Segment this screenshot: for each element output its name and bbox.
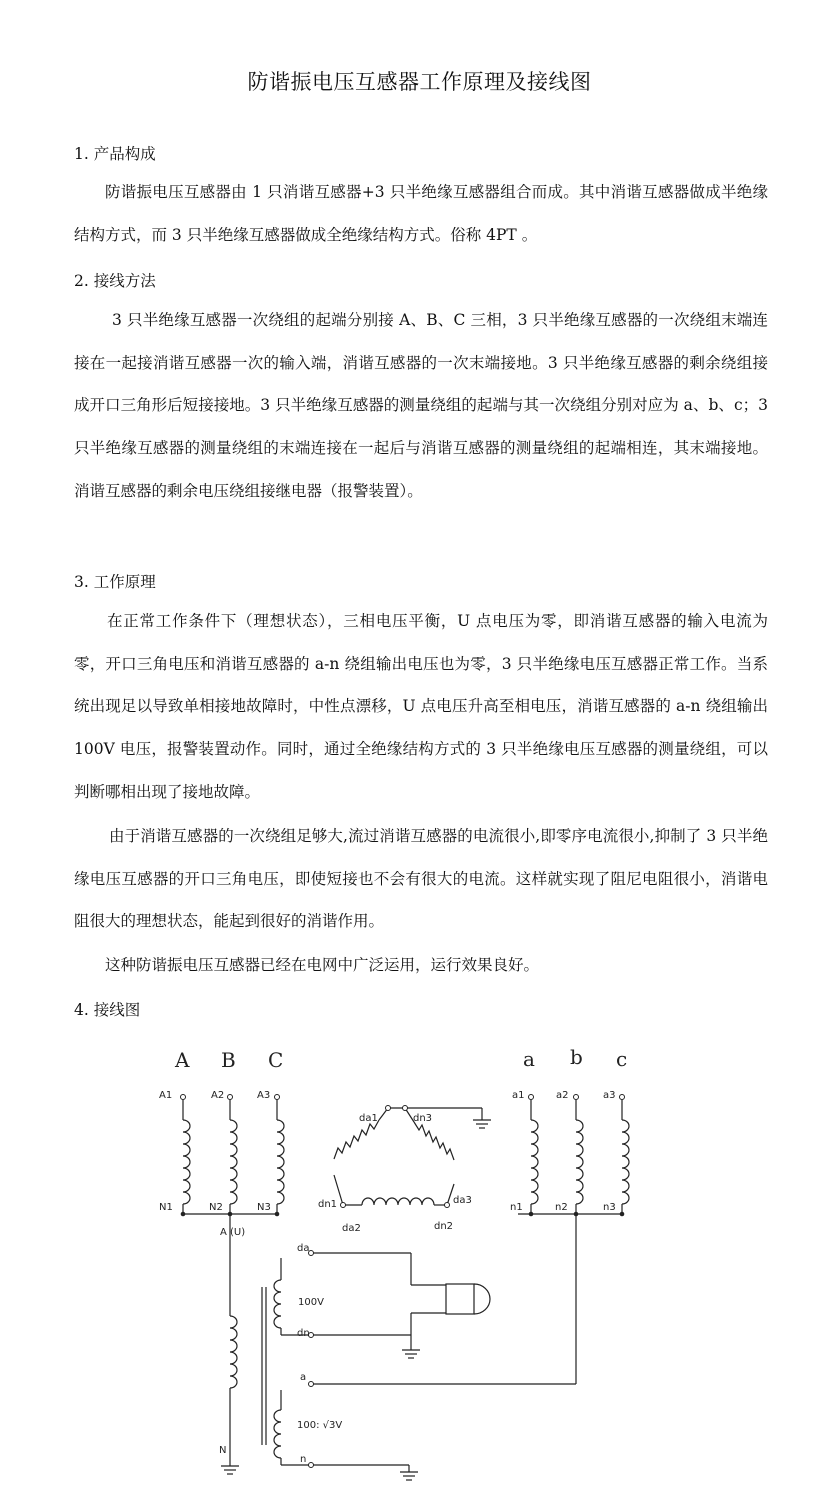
alarm-device-icon <box>446 1284 490 1314</box>
delta-label-da1: da1 <box>359 1113 378 1124</box>
terminal-A3: A3 <box>257 1090 271 1101</box>
voltage-100v-label: 100V <box>298 1297 324 1308</box>
phase-label-C: C <box>268 1048 284 1072</box>
section-heading-4: 4. 接线图 <box>74 1001 141 1019</box>
terminal-N3: N3 <box>257 1202 271 1213</box>
terminal-da: da <box>297 1243 310 1254</box>
terminal-A2: A2 <box>211 1090 225 1101</box>
paragraph-working-principle-3: 这种防谐振电压互感器已经在电网中广泛运用，运行效果良好。 <box>105 956 540 974</box>
terminal-A1: A1 <box>159 1090 173 1101</box>
terminal-n: n <box>300 1454 307 1465</box>
terminal-dn: dn <box>297 1328 310 1339</box>
delta-label-dn2: dn2 <box>434 1221 454 1232</box>
terminal-N2: N2 <box>209 1202 223 1213</box>
section-heading-2: 2. 接线方法 <box>74 272 156 290</box>
node-u-label: A (U) <box>220 1227 246 1238</box>
phase-label-A: A <box>175 1048 190 1072</box>
primary-transformer-group <box>183 1100 284 1474</box>
terminal-N1: N1 <box>159 1202 173 1213</box>
phase-label-B: B <box>221 1048 236 1072</box>
terminal-a: a <box>300 1372 307 1383</box>
phase-label-c: c <box>616 1047 628 1071</box>
page-title: 防谐振电压互感器工作原理及接线图 <box>247 70 592 94</box>
phase-label-b: b <box>570 1045 583 1069</box>
terminal-n1: n1 <box>510 1202 523 1213</box>
measuring-transformer-group <box>311 1100 629 1384</box>
voltage-ratio-label: 100: √3V <box>297 1420 343 1431</box>
paragraph-working-principle-1: 在正常工作条件下（理想状态），三相电压平衡，U 点电压为零，即消谐互感器的输入电流为零，开口三角电压和消谐互感器的 a-n 绕组输出电压也为零，3 只半绝缘电压互感器正常工作。当系统出现足以导致单相接地故障时，中性点漂移，U 点电压升高至相电压，消谐互感器的 a-n 绕组输出 100V 电压，报警装置动作。同时，通过全绝缘结构方式的 3 只半绝缘电压互感器的测量绕组，可以判断哪相出现了接地故障。 <box>74 612 768 801</box>
terminal-a2: a2 <box>556 1090 569 1101</box>
delta-label-da2: da2 <box>342 1223 361 1234</box>
section-heading-1: 1. 产品构成 <box>74 145 156 163</box>
delta-label-da3: da3 <box>453 1195 472 1206</box>
terminal-a3: a3 <box>603 1090 616 1101</box>
delta-label-dn3: dn3 <box>413 1113 433 1124</box>
terminal-n2: n2 <box>555 1202 568 1213</box>
zero-sequence-winding <box>274 1390 418 1480</box>
section-heading-3: 3. 工作原理 <box>74 573 156 591</box>
paragraph-working-principle-2: 由于消谐互感器的一次绕组足够大,流过消谐互感器的电流很小,即零序电流很小,抑制了 3 只半绝缘电压互感器的开口三角电压，即使短接也不会有很大的电流。这样就实现了阻尼电阻很小，消谐电阻很大的理想状态，能起到很好的消谐作用。 <box>74 827 768 931</box>
terminal-n3: n3 <box>603 1202 616 1213</box>
phase-label-a: a <box>523 1047 535 1071</box>
terminal-a1: a1 <box>512 1090 525 1101</box>
paragraph-product-composition: 防谐振电压互感器由 1 只消谐互感器+3 只半绝缘互感器组合而成。其中消谐互感器做成半绝缘结构方式，而 3 只半绝缘互感器做成全绝缘结构方式。俗称 4PT 。 <box>74 183 768 244</box>
delta-label-dn1: dn1 <box>318 1199 338 1210</box>
paragraph-wiring-method: 3 只半绝缘互感器一次绕组的起端分别接 A、B、C 三相，3 只半绝缘互感器的一次绕组末端连接在一起接消谐互感器一次的输入端，消谐互感器的一次末端接地。3 只半绝缘互感器的剩余绕组接成开口三角形后短接接地。3 只半绝缘互感器的测量绕组的起端与其一次绕组分别对应为 a、b、c；3 只半绝缘互感器的测量绕组的末端连接在一起后与消谐互感器的测量绕组的起端相连，其末端接地。消谐互感器的剩余电压绕组接继电器（报警装置）。 <box>74 311 768 500</box>
node-n-label: N <box>219 1445 227 1456</box>
